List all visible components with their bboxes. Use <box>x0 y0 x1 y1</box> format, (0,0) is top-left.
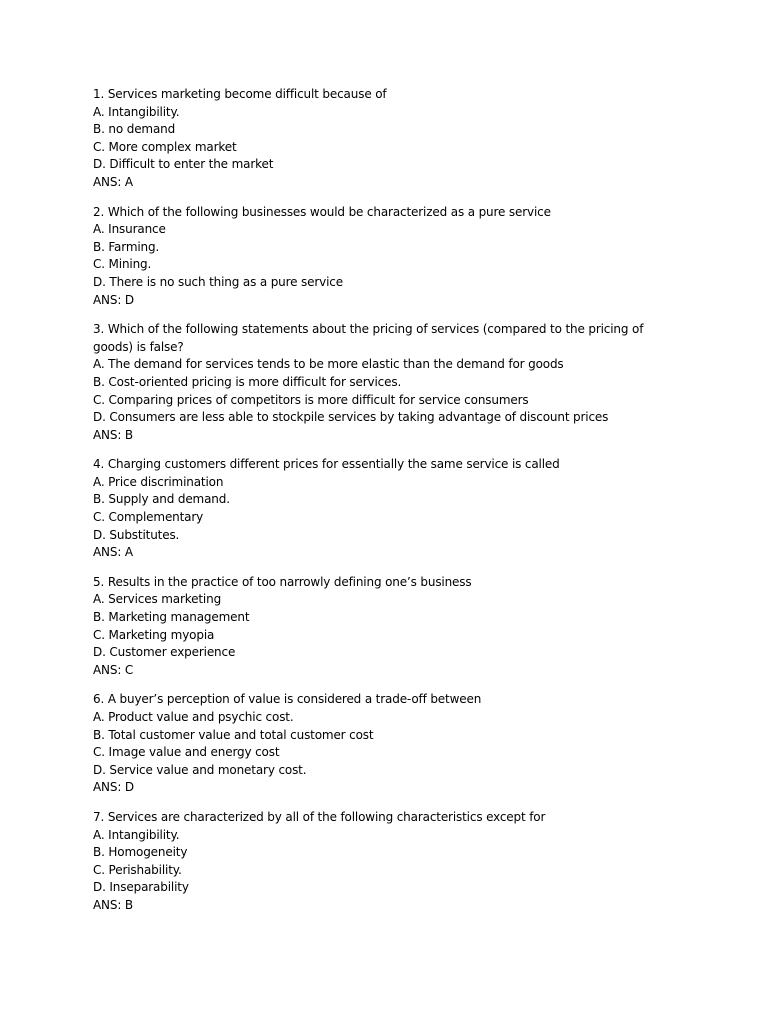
answer: ANS: B <box>93 427 133 442</box>
option-c: C. Complementary <box>93 510 204 525</box>
option-d: D. Service value and monetary cost. <box>93 762 307 777</box>
option-d: D. Customer experience <box>93 645 236 660</box>
option-c: C. Mining. <box>93 257 152 272</box>
option-a: A. Product value and psychic cost. <box>93 710 294 724</box>
question-7 <box>93 809 653 915</box>
question-1 <box>93 86 653 192</box>
option-d: D. Substitutes. <box>93 527 180 542</box>
document-page <box>93 86 653 927</box>
option-a: A. Insurance <box>93 222 166 237</box>
question-stem: 2. Which of the following businesses would be characterized as a pure service <box>93 204 551 219</box>
option-b: B. no demand <box>93 122 176 137</box>
question-stem: 6. A buyer’s perception of value is considered a trade-off between <box>93 692 482 707</box>
option-c: C. Image value and energy cost <box>93 745 280 760</box>
option-b: B. Cost-oriented pricing is more difficult for services. <box>93 374 402 389</box>
question-5 <box>93 574 653 680</box>
option-d: D. Consumers are less able to stockpile services by taking advantage of discount prices <box>93 410 609 425</box>
answer: ANS: D <box>93 780 135 795</box>
answer: ANS: B <box>93 897 133 912</box>
option-a: A. Intangibility. <box>93 827 180 842</box>
question-stem: 3. Which of the following statements about the pricing of services (compared to the pricing of goods) is false? <box>93 322 647 354</box>
answer: ANS: C <box>93 662 134 677</box>
option-c: C. More complex market <box>93 139 237 154</box>
option-b: B. Marketing management <box>93 610 250 625</box>
option-d: D. Difficult to enter the market <box>93 157 274 172</box>
question-stem: 1. Services marketing become difficult because of <box>93 87 387 101</box>
question-4 <box>93 456 653 562</box>
option-d: D. Inseparability <box>93 880 189 895</box>
question-2 <box>93 204 653 310</box>
question-stem: 4. Charging customers different prices for essentially the same service is called <box>93 457 560 472</box>
option-a: A. Price discrimination <box>93 474 224 489</box>
question-6 <box>93 691 653 797</box>
option-b: B. Supply and demand. <box>93 492 230 507</box>
option-a: A. The demand for services tends to be more elastic than the demand for goods <box>93 357 564 372</box>
option-c: C. Marketing myopia <box>93 627 215 642</box>
question-stem: 7. Services are characterized by all of the following characteristics except for <box>93 809 546 824</box>
question-stem: 5. Results in the practice of too narrowly defining one’s business <box>93 574 472 589</box>
option-d: D. There is no such thing as a pure service <box>93 274 343 289</box>
answer: ANS: D <box>93 292 135 307</box>
option-a: A. Services marketing <box>93 592 222 607</box>
option-c: C. Comparing prices of competitors is more difficult for service consumers <box>93 392 529 407</box>
option-b: B. Homogeneity <box>93 845 188 860</box>
question-3 <box>93 321 653 444</box>
answer: ANS: A <box>93 545 133 560</box>
option-b: B. Farming. <box>93 239 160 254</box>
option-a: A. Intangibility. <box>93 104 180 119</box>
option-b: B. Total customer value and total customer cost <box>93 727 374 742</box>
answer: ANS: A <box>93 174 133 189</box>
option-c: C. Perishability. <box>93 862 182 877</box>
